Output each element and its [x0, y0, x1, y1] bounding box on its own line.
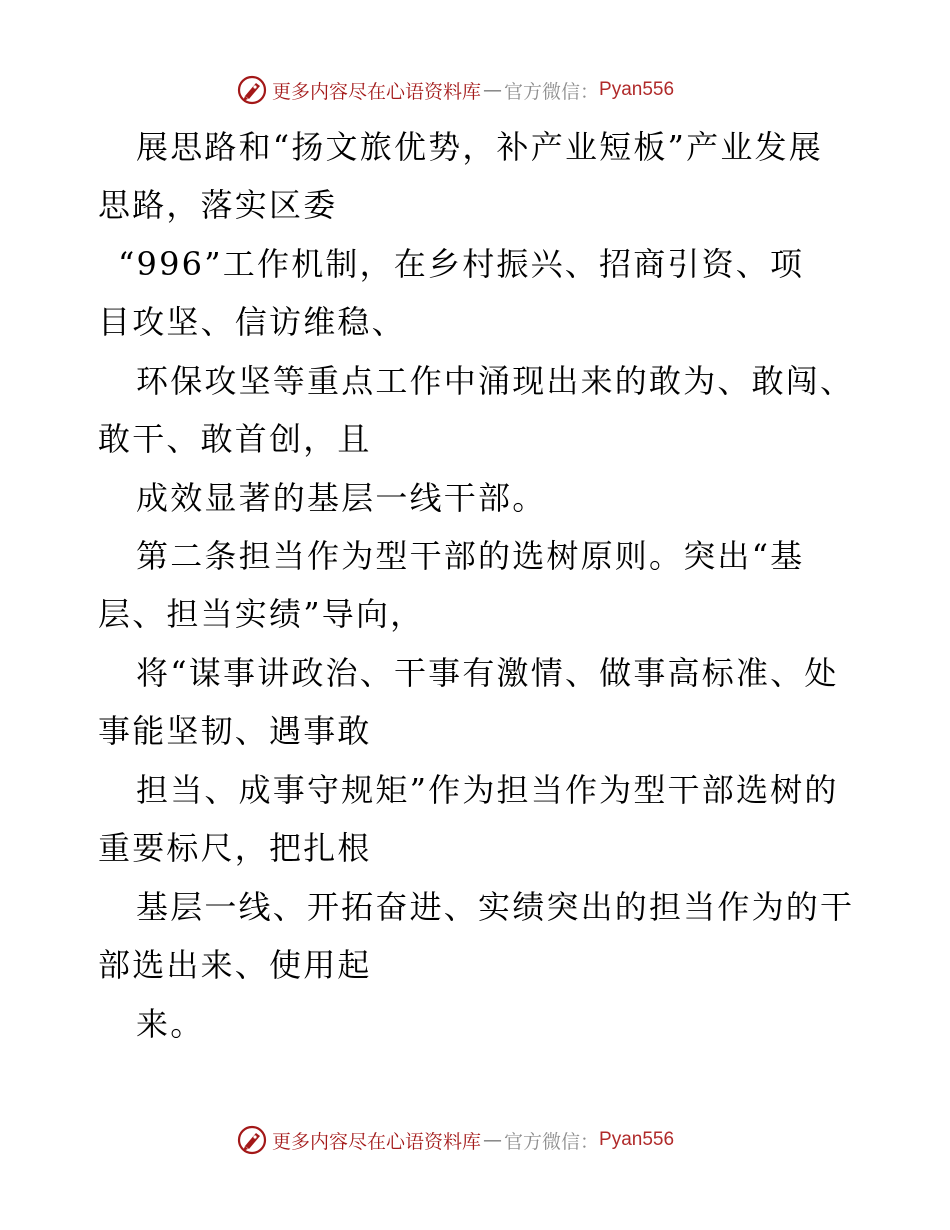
text-line: 第二条担当作为型干部的选树原则。突出“基 [136, 537, 805, 575]
text-line: 层、担当实绩”导向， [98, 595, 425, 633]
watermark-dash: — [483, 79, 503, 101]
text-line: 思路，落实区委 [98, 186, 338, 224]
text-line: 来。 [136, 1005, 205, 1043]
watermark-wechat-id: Pyan556 [599, 1129, 675, 1150]
text-line: 目攻坚、信访维稳、 [98, 303, 406, 341]
watermark-main-text: 更多内容尽在心语资料库 [272, 1130, 482, 1153]
text-line: 事能坚韧、遇事敢 [98, 712, 372, 750]
watermark-main-text: 更多内容尽在心语资料库 [272, 80, 482, 103]
text-line: 展思路和“扬文旅优势，补产业短板”产业发展 [136, 128, 823, 166]
text-line: 敢干、敢首创，且 [98, 420, 372, 458]
pen-nib-logo-icon [236, 1124, 268, 1156]
text-line: 担当、成事守规矩”作为担当作为型干部选树的 [136, 771, 839, 809]
watermark-wechat-id: Pyan556 [599, 79, 675, 100]
text-line: 重要标尺，把扎根 [98, 829, 372, 867]
pen-nib-logo-icon [236, 74, 268, 106]
text-line: 环保攻坚等重点工作中涌现出来的敢为、敢闯、 [136, 362, 855, 400]
watermark-label: 官方微信： [504, 80, 600, 103]
watermark-dash: — [483, 1129, 503, 1151]
text-line: 将“谋事讲政治、干事有激情、做事高标准、处 [136, 654, 839, 692]
text-line: 成效显著的基层一线干部。 [136, 479, 547, 517]
footer-watermark [236, 1124, 674, 1156]
text-line: 部选出来、使用起 [98, 946, 372, 984]
header-watermark [236, 74, 674, 106]
text-line: “996”工作机制，在乡村振兴、招商引资、项 [118, 245, 805, 283]
text-line: 基层一线、开拓奋进、实绩突出的担当作为的干 [136, 888, 855, 926]
watermark-label: 官方微信： [504, 1130, 600, 1153]
